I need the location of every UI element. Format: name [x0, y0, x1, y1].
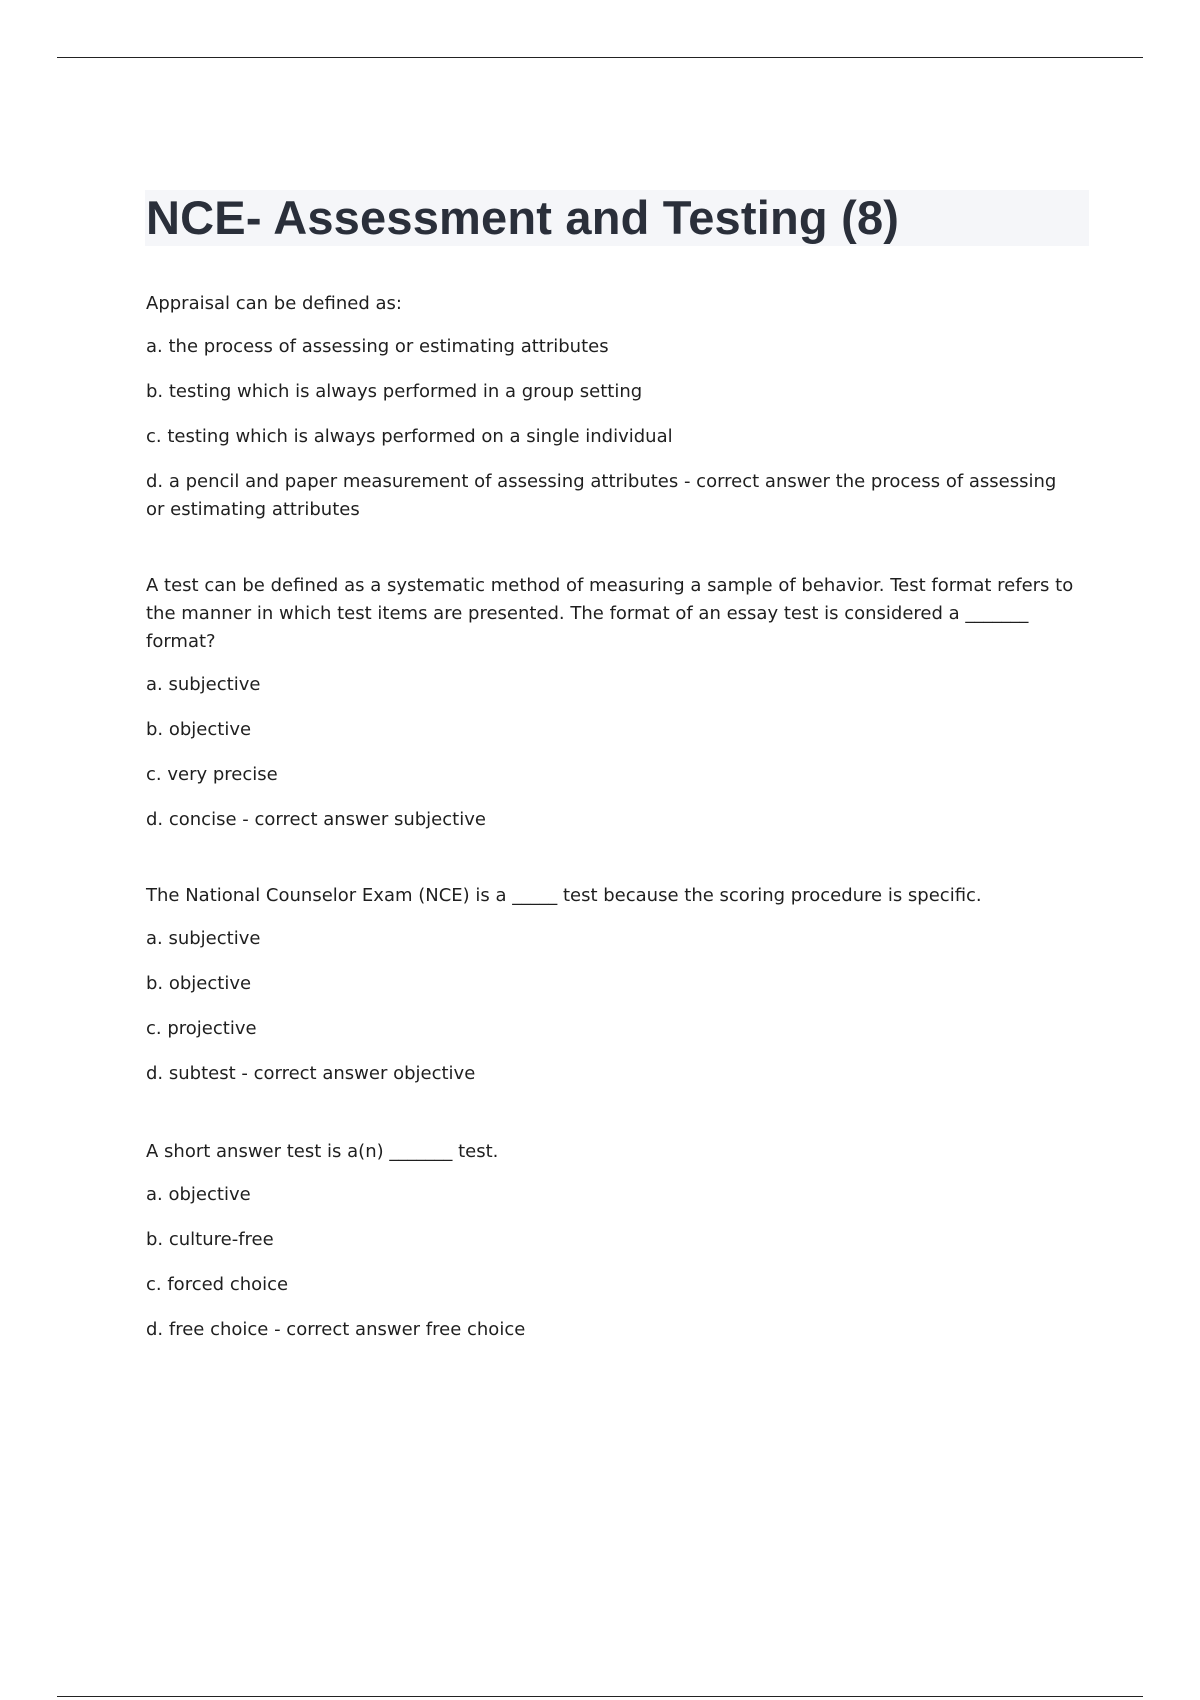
question-prompt: A short answer test is a(n) _______ test.	[146, 1141, 499, 1162]
option-c: c. testing which is always performed on a single individual	[146, 426, 673, 447]
question-2	[146, 572, 1074, 834]
bottom-rule	[57, 1696, 1143, 1697]
option-a: a. subjective	[146, 674, 261, 695]
option-b: b. objective	[146, 719, 252, 740]
question-1	[146, 290, 1074, 524]
option-d-with-answer: d. subtest - correct answer objective	[146, 1063, 476, 1084]
option-c: c. forced choice	[146, 1274, 289, 1295]
option-a: a. objective	[146, 1184, 251, 1205]
question-prompt: Appraisal can be defined as:	[146, 293, 402, 314]
question-prompt: A test can be defined as a systematic method of measuring a sample of behavior. Test format refers to the manner in which test items are presented. The format of an essay test is considered a _______ format?	[146, 575, 1074, 652]
option-c: c. very precise	[146, 764, 278, 785]
option-c: c. projective	[146, 1018, 257, 1039]
option-d-with-answer: d. concise - correct answer subjective	[146, 809, 486, 830]
question-list	[146, 290, 1074, 1392]
option-a: a. subjective	[146, 928, 261, 949]
page-title: NCE- Assessment and Testing (8)	[146, 191, 900, 244]
question-3	[146, 882, 1074, 1088]
question-prompt: The National Counselor Exam (NCE) is a _____ test because the scoring procedure is specific.	[146, 885, 982, 906]
option-b: b. objective	[146, 973, 252, 994]
top-rule	[57, 57, 1143, 58]
option-d-with-answer: d. free choice - correct answer free choice	[146, 1319, 526, 1340]
option-b: b. culture-free	[146, 1229, 274, 1250]
question-4	[146, 1138, 1074, 1344]
option-d-with-answer: d. a pencil and paper measurement of assessing attributes - correct answer the process of assessing or estimating attributes	[146, 471, 1057, 520]
option-b: b. testing which is always performed in a group setting	[146, 381, 643, 402]
option-a: a. the process of assessing or estimating attributes	[146, 336, 609, 357]
